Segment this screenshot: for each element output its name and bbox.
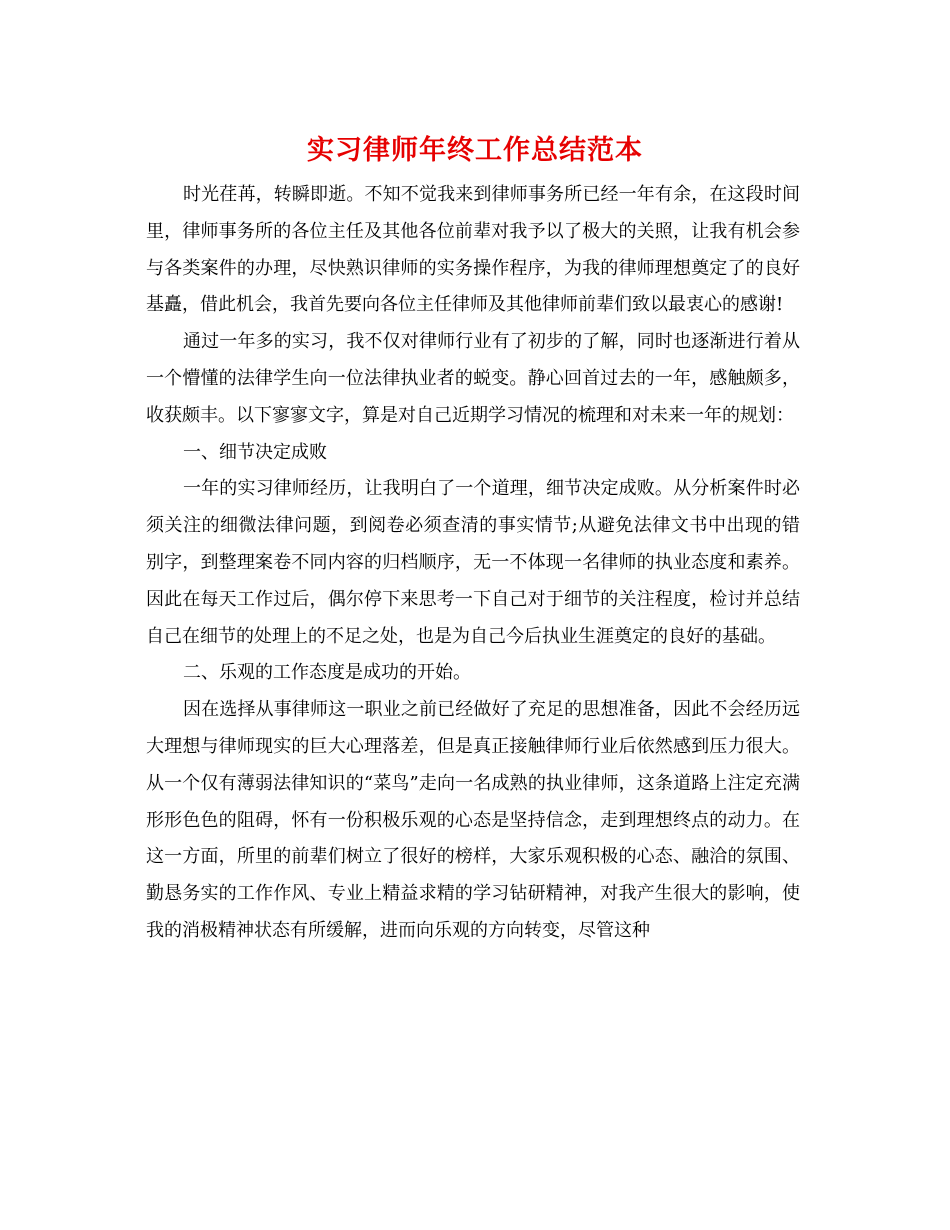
section-heading-2: 二、乐观的工作态度是成功的开始。 xyxy=(183,662,471,684)
paragraph-overview: 通过一年多的实习，我不仅对律师行业有了初步的了解，同时也逐渐进行着从一个懵懂的法律学生向一位法律执业者的蜕变。静心回首过去的一年，感触颇多，收获颇丰。以下寥寥文字，算是对自己近期学习情况的梳理和对未来一年的规划： xyxy=(146,331,800,426)
section-heading-1: 一、细节决定成败 xyxy=(183,441,327,463)
paragraph-intro: 时光荏苒，转瞬即逝。不知不觉我来到律师事务所已经一年有余，在这段时间里，律师事务所的各位主任及其他各位前辈对我予以了极大的关照，让我有机会参与各类案件的办理，尽快熟识律师的实务操作程序，为我的律师理想奠定了的良好基矗，借此机会，我首先要向各位主任律师及其他律师前辈们致以最衷心的感谢! xyxy=(146,184,800,316)
paragraph-details: 一年的实习律师经历，让我明白了一个道理，细节决定成败。从分析案件时必须关注的细微法律问题，到阅卷必须查清的事实情节;从避免法律文书中出现的错别字，到整理案卷不同内容的归档顺序，无一不体现一名律师的执业态度和素养。因此在每天工作过后，偶尔停下来思考一下自己对于细节的关注程度，检讨并总结自己在细节的处理上的不足之处，也是为自己今后执业生涯奠定的良好的基础。 xyxy=(146,478,800,647)
document-body xyxy=(146,177,800,950)
document-title: 实习律师年终工作总结范本 xyxy=(307,135,643,166)
paragraph-attitude: 因在选择从事律师这一职业之前已经做好了充足的思想准备，因此不会经历远大理想与律师现实的巨大心理落差，但是真正接触律师行业后依然感到压力很大。从一个仅有薄弱法律知识的“菜鸟”走向一名成熟的执业律师，这条道路上注定充满形形色色的阻碍，怀有一份积极乐观的心态是坚持信念，走到理想终点的动力。在这一方面，所里的前辈们树立了很好的榜样，大家乐观积极的心态、融洽的氛围、勤恳务实的工作作风、专业上精益求精的学习钻研精神，对我产生很大的影响，使我的消极精神状态有所缓解，进而向乐观的方向转变，尽管这种 xyxy=(146,699,800,941)
